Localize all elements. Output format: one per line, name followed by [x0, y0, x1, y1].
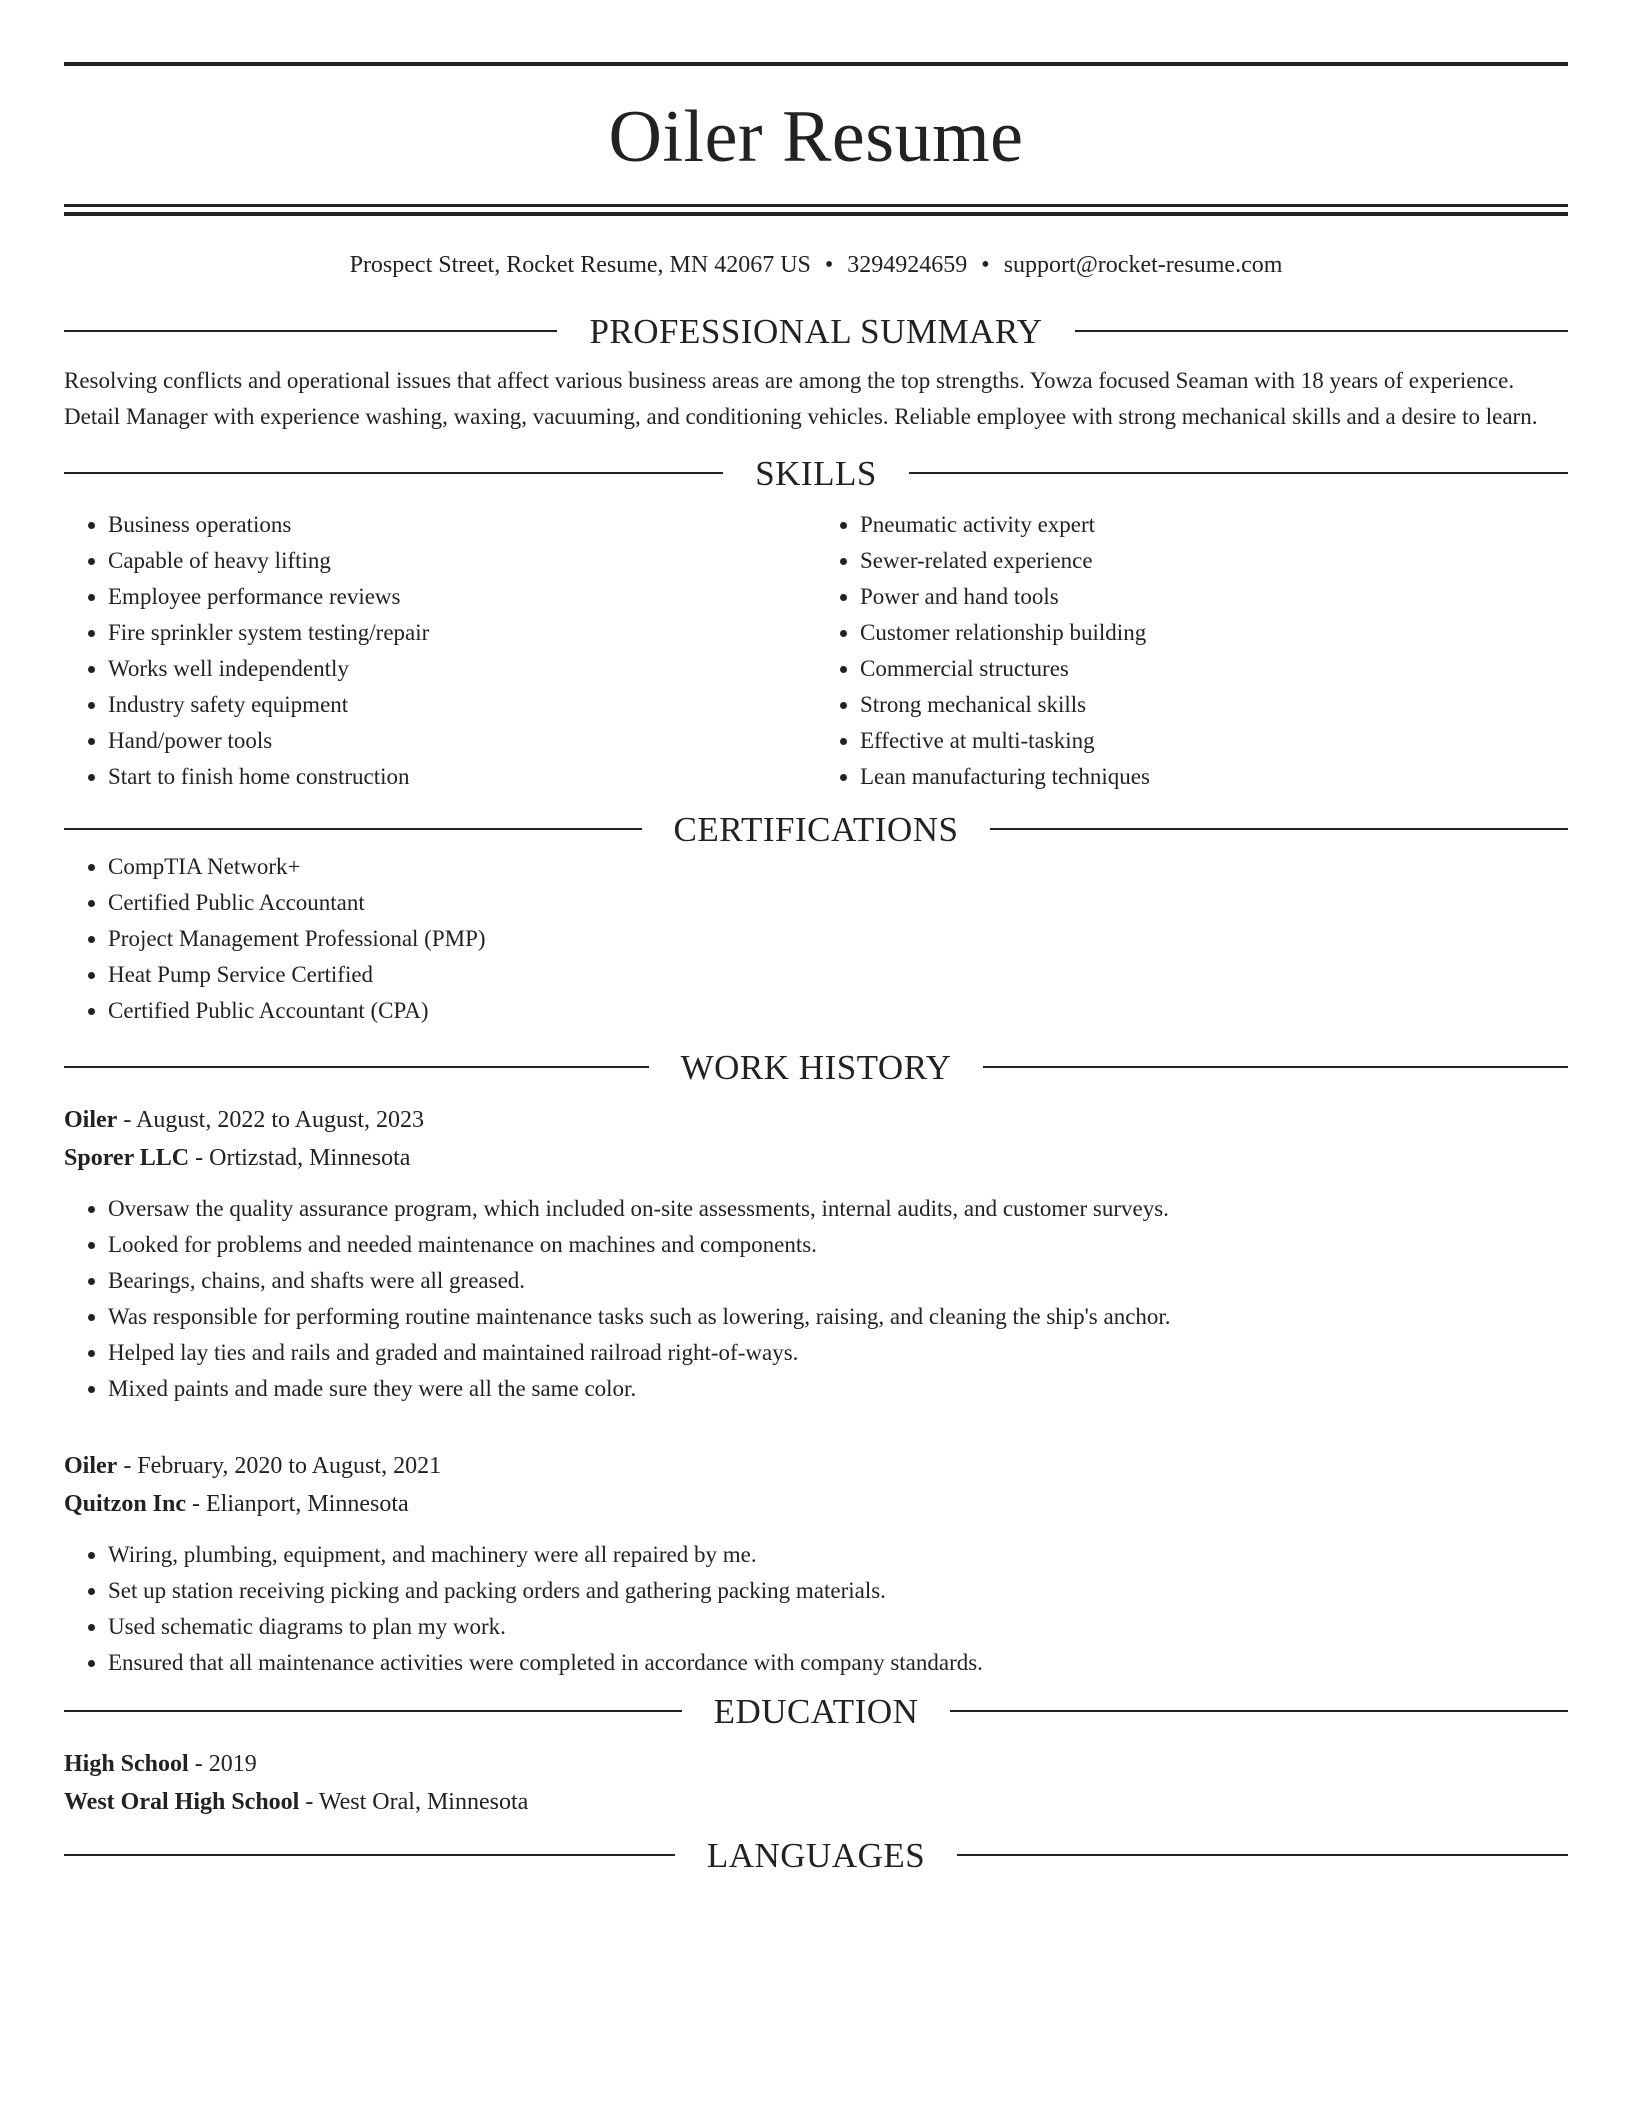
contact-phone: 3294924659 [847, 252, 968, 278]
section-title: PROFESSIONAL SUMMARY [589, 311, 1043, 351]
section-header-certifications [64, 809, 1568, 849]
header-rule [909, 472, 1568, 474]
header-rule [64, 330, 557, 332]
contact-email: support@rocket-resume.com [1003, 252, 1283, 278]
skill-item: • Start to finish home construction [108, 759, 816, 795]
job-title-line [64, 1447, 1568, 1485]
certification-item: • Project Management Professional (PMP) [108, 921, 1568, 957]
skill-item: • Employee performance reviews [108, 579, 816, 615]
job-company-line [64, 1139, 1568, 1177]
section-title: LANGUAGES [706, 1835, 926, 1875]
top-rule [64, 62, 1568, 66]
skill-item: • Capable of heavy lifting [108, 543, 816, 579]
job-dates: - February, 2020 to August, 2021 [117, 1453, 442, 1479]
skill-item: • Pneumatic activity expert [860, 507, 1568, 543]
skill-item: • Hand/power tools [108, 723, 816, 759]
section-title: WORK HISTORY [680, 1047, 952, 1087]
section-header-work [64, 1047, 1568, 1087]
certification-item: • Certified Public Accountant (CPA) [108, 993, 1568, 1029]
job-duty: • Looked for problems and needed maintenance on machines and components. [108, 1227, 1568, 1263]
job-company-line [64, 1485, 1568, 1523]
skill-item: • Strong mechanical skills [860, 687, 1568, 723]
header-rule [950, 1710, 1568, 1712]
certification-item: • Heat Pump Service Certified [108, 957, 1568, 993]
job-duty: • Mixed paints and made sure they were all the same color. [108, 1371, 1568, 1407]
skills-column-right [816, 507, 1568, 795]
skill-item: • Effective at multi-tasking [860, 723, 1568, 759]
header-rule [64, 1854, 675, 1856]
header-rule [1075, 330, 1568, 332]
education-year: - 2019 [188, 1751, 257, 1777]
job-location: - Ortizstad, Minnesota [189, 1145, 411, 1171]
section-title: CERTIFICATIONS [673, 809, 959, 849]
job-entry [64, 1101, 1568, 1407]
job-company: Quitzon Inc [64, 1491, 187, 1517]
job-company: Sporer LLC [64, 1145, 190, 1171]
skill-item: • Fire sprinkler system testing/repair [108, 615, 816, 651]
header-rule [957, 1854, 1568, 1856]
job-title-line [64, 1101, 1568, 1139]
section-header-summary [64, 311, 1568, 351]
skill-item: • Business operations [108, 507, 816, 543]
education-entry [64, 1745, 1568, 1821]
education-degree: High School [64, 1751, 189, 1777]
job-dates: - August, 2022 to August, 2023 [117, 1107, 425, 1133]
certification-item: • CompTIA Network+ [108, 849, 1568, 885]
section-header-skills [64, 453, 1568, 493]
skills-column-left [64, 507, 816, 795]
header-rule [64, 1710, 682, 1712]
section-header-languages [64, 1835, 1568, 1875]
skills-list [64, 507, 1568, 795]
job-entry [64, 1447, 1568, 1681]
certifications-list [64, 849, 1568, 1029]
contact-address: Prospect Street, Rocket Resume, MN 42067 US [349, 252, 811, 278]
skill-item: • Industry safety equipment [108, 687, 816, 723]
job-duty: • Bearings, chains, and shafts were all greased. [108, 1263, 1568, 1299]
skill-item: • Sewer-related experience [860, 543, 1568, 579]
contact-line [64, 253, 1568, 277]
skill-item: • Customer relationship building [860, 615, 1568, 651]
section-title: EDUCATION [713, 1691, 919, 1731]
job-title: Oiler [64, 1453, 118, 1479]
resume-name: Oiler Resume [608, 96, 1024, 178]
job-duty: • Was responsible for performing routine maintenance tasks such as lowering, raising, and cleaning the ship's anchor. [108, 1299, 1568, 1335]
header-rule [990, 828, 1568, 830]
section-title: SKILLS [755, 453, 877, 493]
double-rule [64, 204, 1568, 216]
job-location: - Elianport, Minnesota [186, 1491, 409, 1517]
job-duty: • Used schematic diagrams to plan my work. [108, 1609, 1568, 1645]
job-duty: • Ensured that all maintenance activities were completed in accordance with company standards. [108, 1645, 1568, 1681]
contact-separator: • [824, 252, 834, 278]
job-duties [64, 1191, 1568, 1407]
job-duty: • Set up station receiving picking and packing orders and gathering packing materials. [108, 1573, 1568, 1609]
education-degree-line [64, 1745, 1568, 1783]
skill-item: • Works well independently [108, 651, 816, 687]
education-location: - West Oral, Minnesota [299, 1789, 529, 1815]
header-rule [64, 472, 723, 474]
summary-text: Resolving conflicts and operational issues that affect various business areas are among the top strengths. Yowza focused Seaman with 18 years of experience. Detail Manager with experience washing, waxing, vacuuming, and conditioning vehicles. Reliable employee with strong mechanical skills and a desire to learn. [64, 368, 1538, 429]
job-duties [64, 1537, 1568, 1681]
rule-line [64, 212, 1568, 216]
job-title: Oiler [64, 1107, 118, 1133]
section-header-education [64, 1691, 1568, 1731]
contact-separator: • [981, 252, 990, 278]
header-rule [64, 1066, 649, 1068]
skill-item: • Commercial structures [860, 651, 1568, 687]
certification-item: • Certified Public Accountant [108, 885, 1568, 921]
job-duty: • Wiring, plumbing, equipment, and machinery were all repaired by me. [108, 1537, 1568, 1573]
education-school-line [64, 1783, 1568, 1821]
education-school: West Oral High School [64, 1789, 300, 1815]
header-rule [64, 828, 642, 830]
skill-item: • Lean manufacturing techniques [860, 759, 1568, 795]
job-duty: • Oversaw the quality assurance program, which included on-site assessments, internal audits, and customer surveys. [108, 1191, 1568, 1227]
job-duty: • Helped lay ties and rails and graded and maintained railroad right-of-ways. [108, 1335, 1568, 1371]
skill-item: • Power and hand tools [860, 579, 1568, 615]
header-rule [983, 1066, 1568, 1068]
rule-line [64, 204, 1568, 207]
